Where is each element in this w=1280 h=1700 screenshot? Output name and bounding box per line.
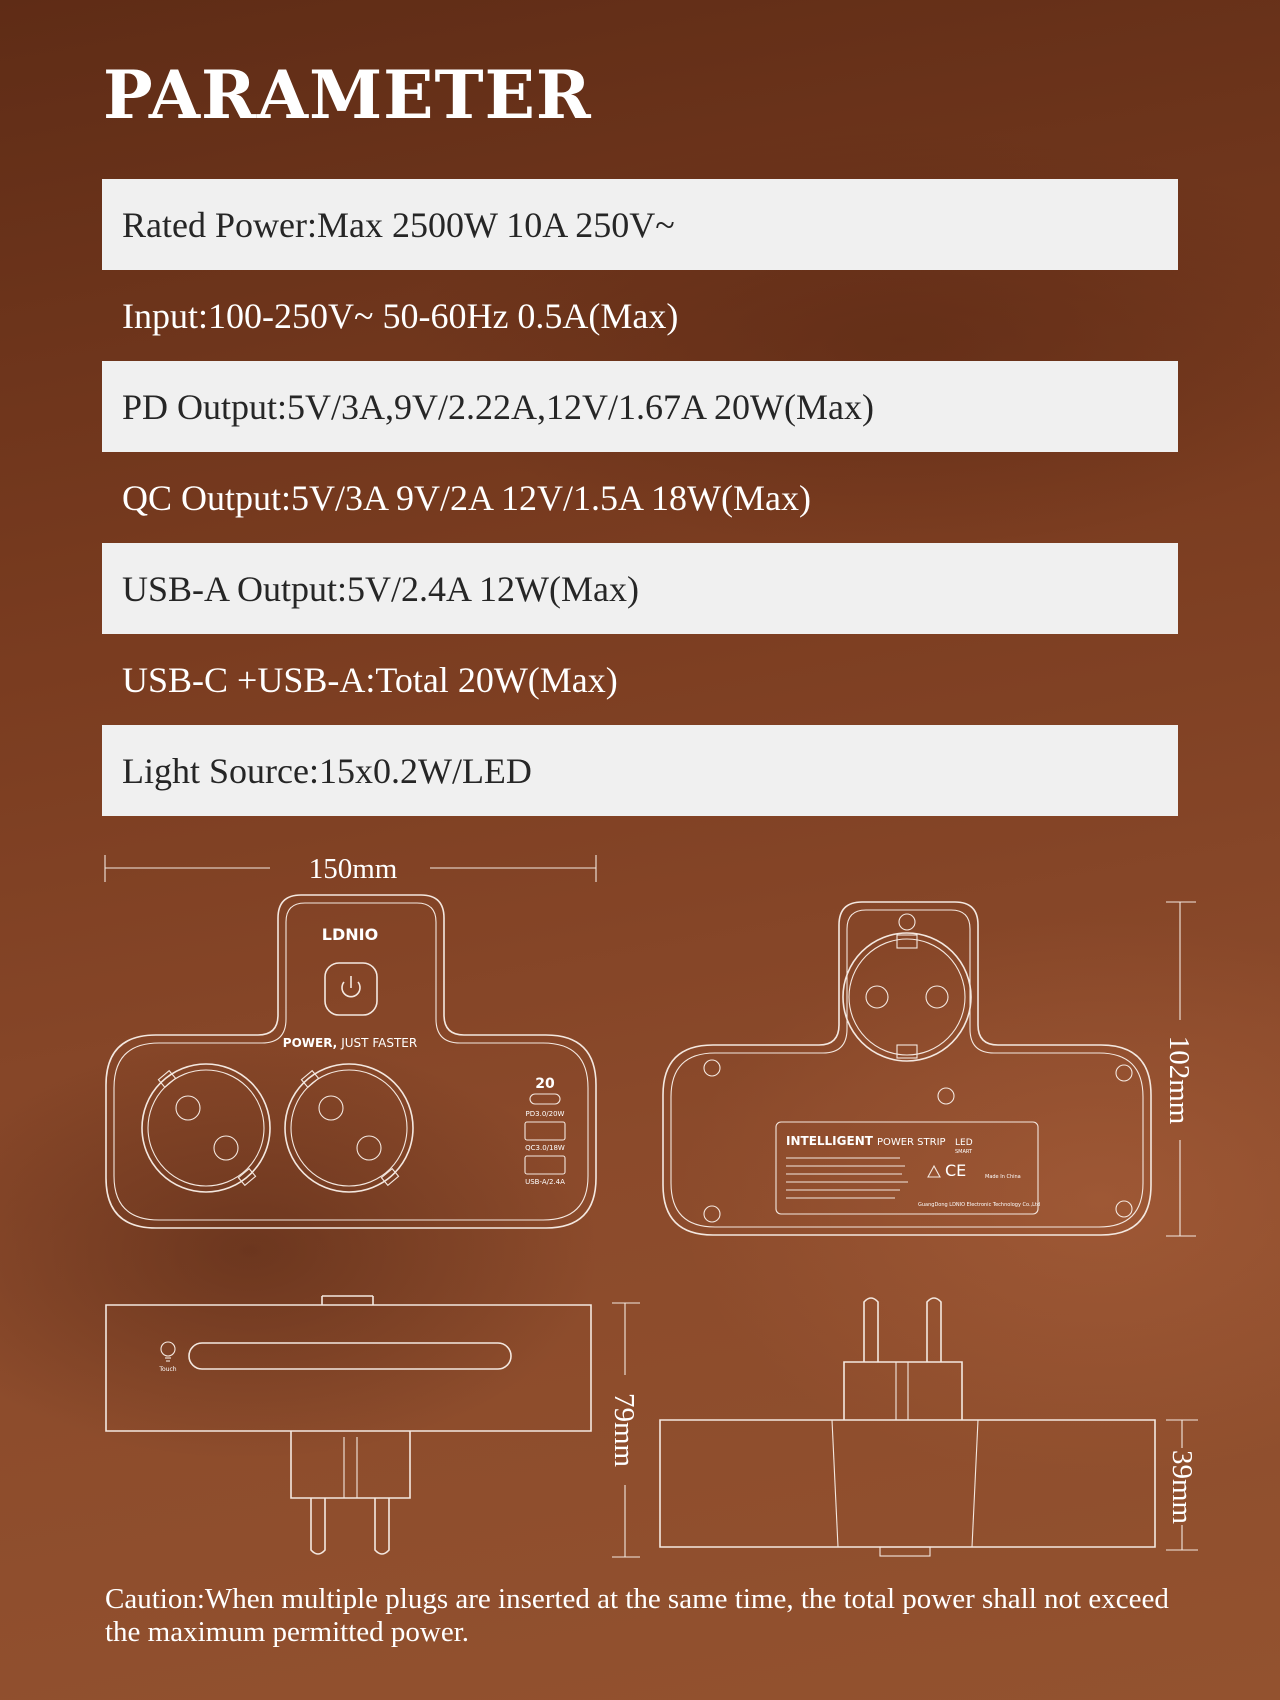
power-icon (342, 976, 360, 997)
warning-icon (928, 1166, 940, 1177)
plug-pin (375, 1498, 389, 1554)
rating-label (776, 1122, 1040, 1214)
port-pd-label: PD3.0/20W (525, 1110, 565, 1118)
socket-right (285, 1064, 413, 1192)
usb-ports (525, 1076, 565, 1186)
svg-text:SMART: SMART (955, 1149, 973, 1155)
plug-pin (311, 1498, 325, 1554)
brand-logo: LDNIO (321, 925, 379, 944)
svg-text:CE: CE (945, 1161, 967, 1180)
depth-dimension (608, 1303, 640, 1557)
svg-text:Made In China: Made In China (985, 1174, 1021, 1180)
svg-text:LED: LED (955, 1138, 973, 1148)
spec-total-output: USB-C +USB-A:Total 20W(Max) (122, 659, 618, 700)
height-dimension (1163, 902, 1196, 1236)
width-label: 150mm (308, 853, 398, 885)
socket-left (142, 1064, 270, 1192)
usb-c-port (530, 1094, 560, 1104)
depth-label: 79mm (608, 1392, 640, 1468)
spec-qc-output: QC Output:5V/3A 9V/2A 12V/1.5A 18W(Max) (122, 477, 811, 518)
slogan: POWER, JUST FASTER (282, 1036, 418, 1050)
usb-a-qc-port (525, 1122, 565, 1140)
body-depth-dimension (1166, 1420, 1198, 1550)
spec-light-source: Light Source:15x0.2W/LED (102, 725, 1178, 816)
light-bar (189, 1343, 511, 1369)
spec-usba-output: USB-A Output:5V/2.4A 12W(Max) (102, 543, 1178, 634)
screw-holes (704, 914, 1132, 1222)
front-view (106, 895, 596, 1228)
top-view-tab (880, 1547, 930, 1556)
plug-body (844, 1362, 962, 1420)
back-socket (843, 933, 971, 1061)
back-view (663, 902, 1151, 1235)
spec-rated-power: Rated Power:Max 2500W 10A 250V~ (102, 179, 1178, 270)
caution-note: Caution:When multiple plugs are inserted at the same time, the total power shall not exceed the maximum permitted power. (105, 1583, 1169, 1648)
page-title: PARAMETER (103, 56, 592, 134)
width-dimension (105, 853, 596, 885)
plug-body (291, 1431, 410, 1498)
spec-input: Input:100-250V~ 50-60Hz 0.5A(Max) (122, 295, 679, 336)
plug-pin (927, 1298, 941, 1362)
plug-pin (864, 1298, 878, 1362)
side-view (106, 1296, 591, 1554)
port-20w-label: 20 (535, 1076, 555, 1092)
port-usba-label: USB-A/2.4A (525, 1178, 565, 1186)
touch-bulb-icon (161, 1342, 175, 1361)
usb-a-port (525, 1156, 565, 1174)
height-label: 102mm (1163, 1035, 1195, 1125)
top-view (660, 1298, 1155, 1556)
touch-label: Touch (159, 1366, 177, 1373)
power-button (325, 963, 377, 1015)
spec-pd-output: PD Output:5V/3A,9V/2.22A,12V/1.67A 20W(Max) (102, 361, 1178, 452)
body-depth-label: 39mm (1166, 1449, 1198, 1525)
svg-text:INTELLIGENTPOWER STRIP: INTELLIGENT POWER STRIP (786, 1134, 946, 1148)
port-qc-label: QC3.0/18W (525, 1144, 565, 1152)
svg-text:GuangDong LDNIO Electronic Tec: GuangDong LDNIO Electronic Technology Co.,Ltd (918, 1202, 1041, 1208)
